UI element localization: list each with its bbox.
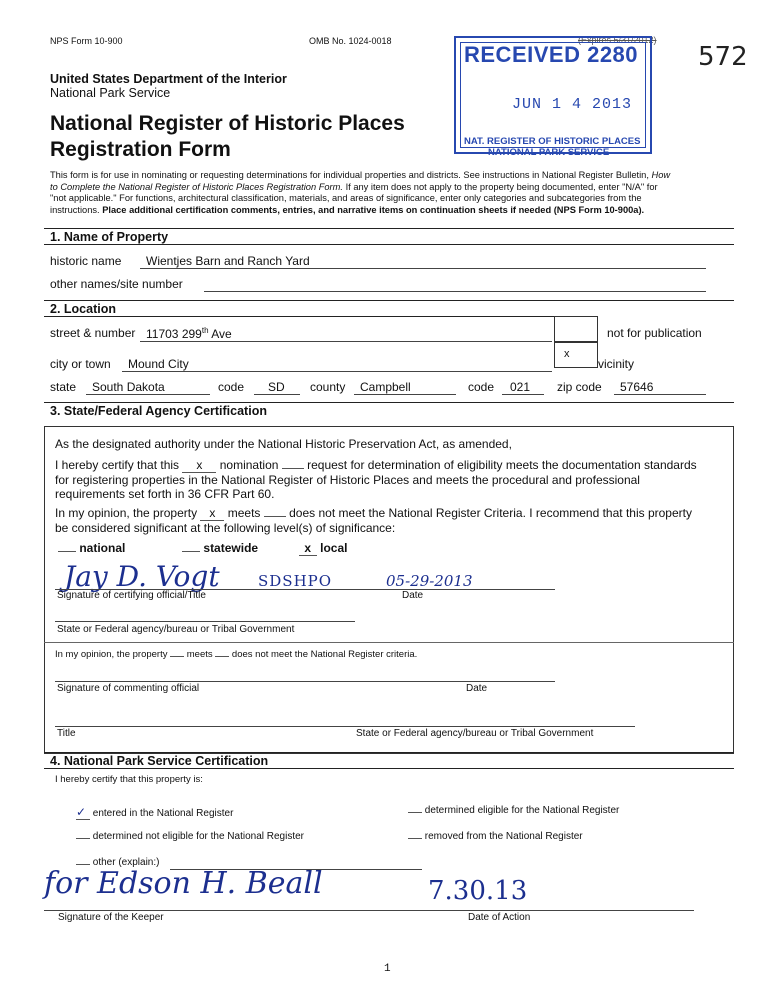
- keeper-signature: for Edson H. Beall: [44, 866, 323, 901]
- commenting-signature-line: [55, 681, 555, 682]
- determined-eligible-checkbox[interactable]: [408, 812, 422, 813]
- meets-checkmark[interactable]: x: [200, 506, 224, 521]
- instructions-line1: This form is for use in nominating or requesting determinations for individual properties and districts. See instructions in National Register Bulletin, How: [50, 170, 671, 180]
- county-line: [354, 394, 456, 395]
- county-code-value[interactable]: 021: [510, 380, 531, 394]
- second-opinion-text: In my opinion, the property meets does not meet the National Register criteria.: [55, 649, 418, 660]
- stamp-received-text: RECEIVED 2280: [464, 42, 639, 67]
- national-checkbox[interactable]: [58, 551, 76, 552]
- state-code-line: [254, 394, 300, 395]
- vicinity-label: vicinity: [598, 357, 635, 371]
- section3-divider: [44, 642, 734, 643]
- action-date-handwritten: 7.30.13: [428, 876, 528, 906]
- section1-top-rule: [44, 228, 734, 229]
- instructions-line3: "not applicable." For functions, architectural classification, materials, and areas of significance, enter only categories and subcategories from the: [50, 193, 642, 204]
- not-for-publication-checkbox[interactable]: [554, 316, 598, 342]
- stamp-line2: NATIONAL PARK SERVICE: [488, 147, 610, 158]
- removed-option: [408, 831, 583, 842]
- entered-option: [76, 805, 233, 820]
- section3-top-rule: [44, 402, 734, 403]
- agency-label: State or Federal agency/bureau or Tribal Government: [57, 624, 295, 635]
- certify-paragraph: I hereby certify that this x nomination request for determination of eligibility meets the documentation standards for registering properties in the National Register of Historic Places and meets the procedural and professional requirements set forth in 36 CFR Part 60.: [55, 458, 697, 501]
- form-title-line2: Registration Form: [50, 138, 231, 161]
- keeper-certify-text: I hereby certify that this property is:: [55, 774, 203, 785]
- vicinity-checkbox[interactable]: [554, 342, 598, 368]
- significance-levels: [58, 541, 347, 556]
- local-checkbox[interactable]: x: [299, 541, 317, 556]
- certifying-official-signature: Jay D. Vogt: [64, 560, 220, 593]
- determined-eligible-option: [408, 805, 619, 816]
- section3-title: 3. State/Federal Agency Certification: [50, 404, 267, 418]
- does-not-meet-checkmark[interactable]: [264, 516, 286, 517]
- certification-authority-text: As the designated authority under the National Historic Preservation Act, as amended,: [55, 437, 512, 451]
- signature-agency: SDSHPO: [258, 572, 333, 590]
- second-does-not-meet-checkbox[interactable]: [215, 656, 229, 657]
- county-code-label: code: [468, 380, 495, 394]
- stamp-line1: NAT. REGISTER OF HISTORIC PLACES: [464, 136, 641, 147]
- instructions-line4: instructions. Place additional certification comments, entries, and narrative items on continuation sheets if needed (NPS Form 10-900a).: [50, 204, 645, 215]
- zip-label: zip code: [557, 380, 602, 394]
- county-label: county: [310, 380, 346, 394]
- action-date-label: Date of Action: [468, 912, 531, 923]
- section1-bottom-rule: [44, 244, 734, 245]
- nomination-checkmark[interactable]: x: [182, 458, 216, 473]
- omb-number: OMB No. 1024-0018: [309, 36, 392, 46]
- vicinity-mark: x: [564, 348, 570, 360]
- city-label: city or town: [50, 357, 111, 371]
- not-for-publication-label: not for publication: [607, 326, 702, 340]
- determined-eligible-label: determined eligible for the National Register: [424, 805, 620, 816]
- county-code-line: [502, 394, 544, 395]
- local-label: local: [320, 541, 348, 555]
- request-checkmark[interactable]: [282, 468, 304, 469]
- agency-name: National Park Service: [50, 86, 171, 100]
- zip-line: [614, 394, 706, 395]
- title-label: Title: [57, 728, 76, 739]
- state-code-value[interactable]: SD: [268, 380, 285, 394]
- other-names-label: other names/site number: [50, 277, 183, 291]
- form-title-line1: National Register of Historic Places: [50, 112, 405, 135]
- opinion-paragraph: In my opinion, the property x meets does not meet the National Register Criteria. I recommend that this property be considered significant at the following level(s) of significance:: [55, 506, 692, 535]
- other-checkbox[interactable]: [76, 864, 90, 865]
- removed-label: removed from the National Register: [424, 831, 583, 842]
- page-number: 1: [384, 963, 391, 975]
- determined-not-eligible-label: determined not eligible for the National Register: [92, 831, 305, 842]
- stamp-date: JUN 1 4 2013: [512, 96, 633, 113]
- removed-checkbox[interactable]: [408, 838, 422, 839]
- street-line: [140, 341, 552, 342]
- zip-value[interactable]: 57646: [620, 380, 654, 394]
- signature-date: 05-29-2013: [386, 572, 473, 590]
- entered-label: entered in the National Register: [92, 808, 234, 819]
- keeper-label: Signature of the Keeper: [58, 912, 164, 923]
- city-value[interactable]: Mound City: [128, 357, 189, 371]
- historic-name-line: [140, 268, 706, 269]
- title-line: [55, 726, 635, 727]
- historic-name-label: historic name: [50, 254, 122, 268]
- state-line: [86, 394, 210, 395]
- commenting-date-label: Date: [466, 683, 488, 694]
- other-names-line: [204, 291, 706, 292]
- keeper-signature-line: [44, 910, 694, 911]
- agency-line: [55, 621, 355, 622]
- section2-top-rule: [44, 300, 734, 301]
- street-label: street & number: [50, 326, 136, 340]
- statewide-checkbox[interactable]: [182, 551, 200, 552]
- county-value[interactable]: Campbell: [360, 380, 411, 394]
- second-meets-checkbox[interactable]: [170, 656, 184, 657]
- commenting-official-label: Signature of commenting official: [57, 683, 200, 694]
- state-code-label: code: [218, 380, 245, 394]
- statewide-label: statewide: [203, 541, 259, 555]
- agency2-label: State or Federal agency/bureau or Tribal Government: [356, 728, 594, 739]
- historic-name-value[interactable]: Wientjes Barn and Ranch Yard: [146, 254, 310, 268]
- instructions-line2: to Complete the National Register of Historic Places Registration Form. If any item does not apply to the property being documented, enter "N/A" for: [50, 181, 658, 192]
- national-label: national: [79, 541, 126, 555]
- signature-label: Signature of certifying official/Title: [57, 590, 206, 601]
- street-value[interactable]: 11703 299th Ave: [146, 326, 232, 341]
- signature-date-label: Date: [402, 590, 424, 601]
- section2-title: 2. Location: [50, 302, 116, 316]
- section4-bottom-rule: [44, 768, 734, 769]
- state-value[interactable]: South Dakota: [92, 380, 165, 394]
- determined-not-eligible-checkbox[interactable]: [76, 838, 90, 839]
- form-number: NPS Form 10-900: [50, 36, 123, 46]
- state-label: state: [50, 380, 77, 394]
- city-line: [122, 371, 552, 372]
- section2-bottom-rule: [44, 316, 554, 317]
- margin-handwritten-number: 572: [698, 42, 748, 72]
- section4-title: 4. National Park Service Certification: [50, 754, 269, 768]
- section1-title: 1. Name of Property: [50, 230, 169, 244]
- determined-not-eligible-option: [76, 831, 304, 842]
- expiration-date: (Expires 5/31/2012): [578, 35, 657, 45]
- instructions-paragraph: [50, 170, 730, 216]
- department-name: United States Department of the Interior: [50, 72, 287, 86]
- received-stamp: [454, 36, 652, 158]
- section4-top-rule: [44, 752, 734, 753]
- other-label: other (explain:): [92, 857, 160, 868]
- entered-checkbox[interactable]: ✓: [76, 805, 90, 820]
